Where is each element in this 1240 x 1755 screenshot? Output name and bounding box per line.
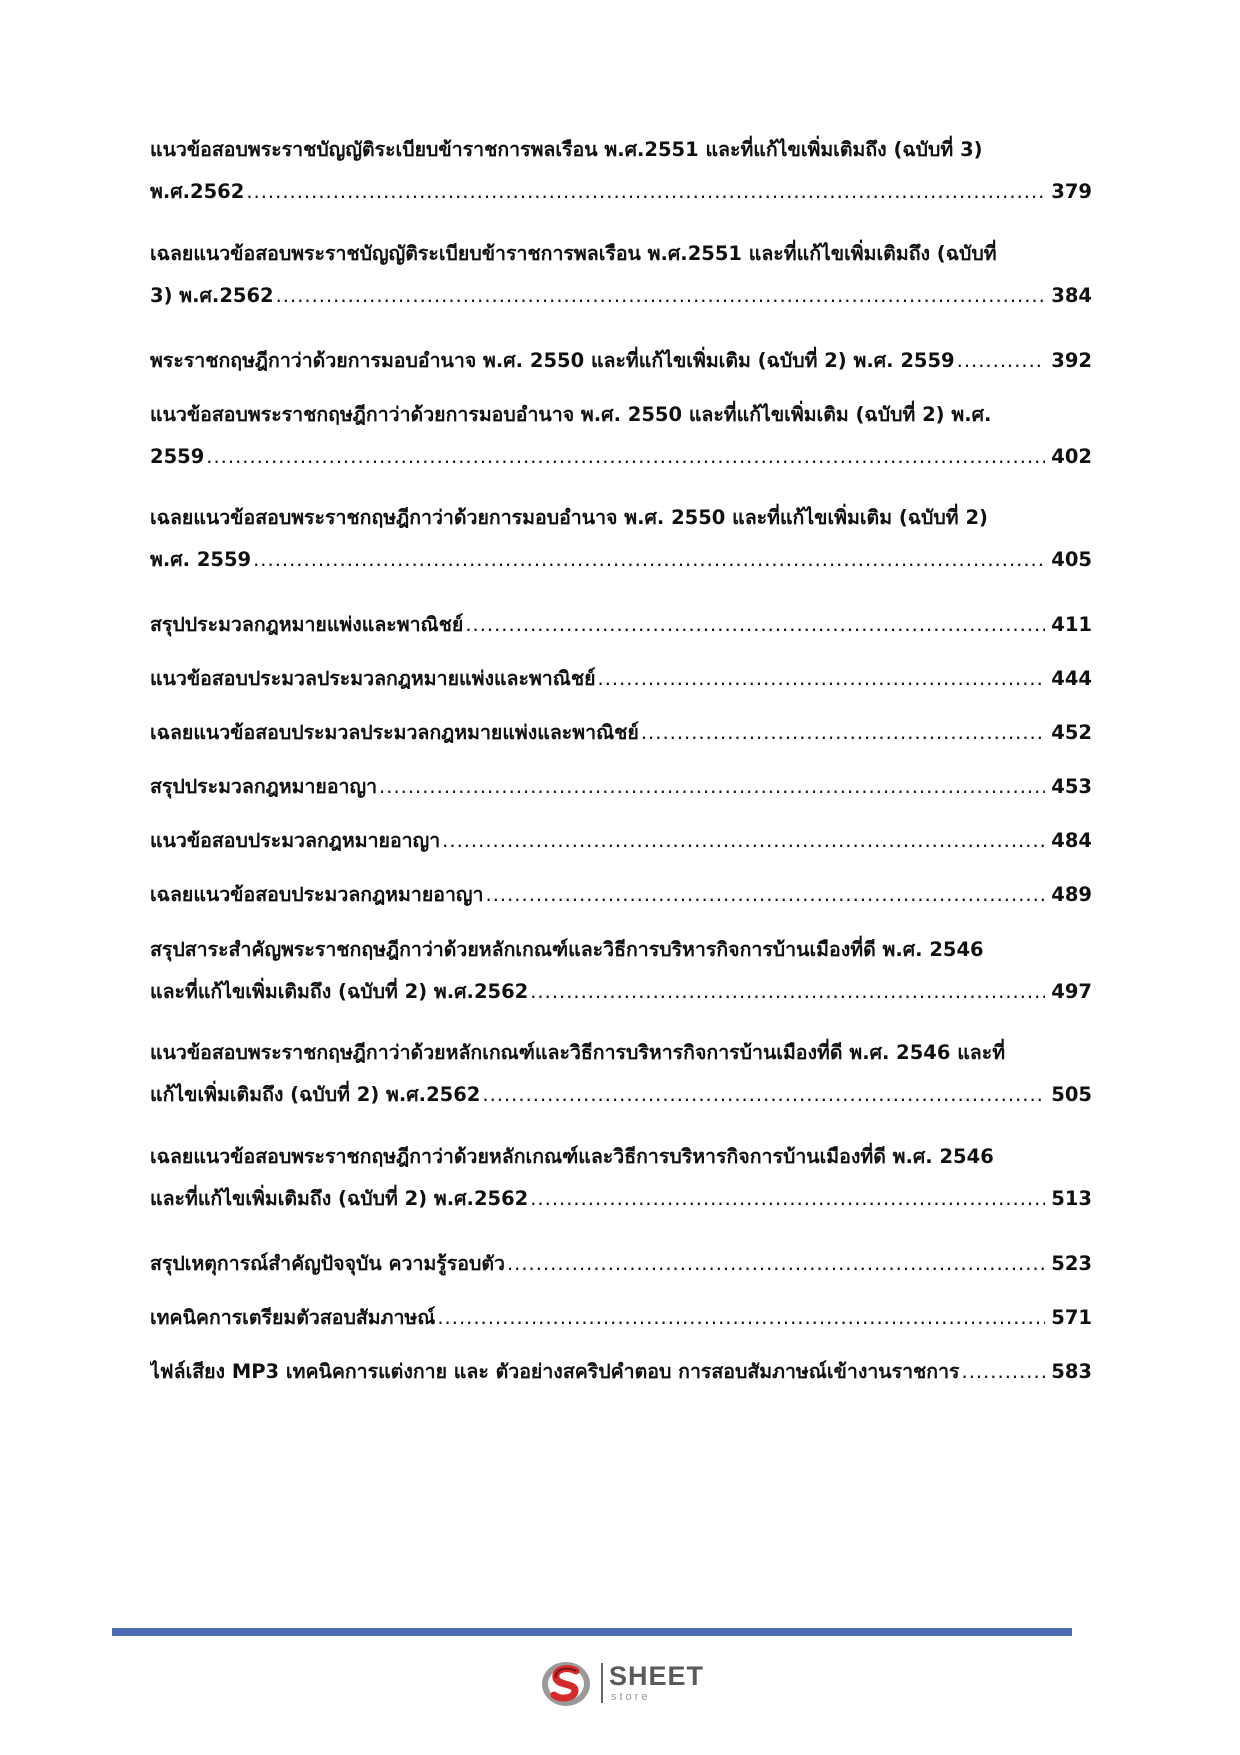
- toc-dot-leader: [486, 880, 1046, 910]
- toc-dot-leader: [437, 1303, 1045, 1333]
- toc-dot-leader: [246, 177, 1045, 207]
- toc-entry-title: เฉลยแนวข้อสอบพระราชกฤษฎีกาว่าด้วยการมอบอำนาจ พ.ศ. 2550 และที่แก้ไขเพิ่มเติม (ฉบับที่ 2): [150, 506, 988, 529]
- toc-page-number: 384: [1051, 284, 1092, 307]
- toc-entry-line: [150, 772, 1092, 802]
- toc-entry-title: เฉลยแนวข้อสอบประมวลประมวลกฎหมายแพ่งและพาณิชย์: [150, 721, 639, 744]
- logo-subtext: store: [611, 1691, 651, 1703]
- toc-page-number: 379: [1051, 180, 1092, 203]
- toc-page-number: 453: [1051, 775, 1092, 798]
- toc-entry-line: [150, 718, 1092, 748]
- toc-entry-title: ไฟล์เสียง MP3 เทคนิคการแต่งกาย และ ตัวอย่างสคริปคำตอบ การสอบสัมภาษณ์เข้างานราชการ: [150, 1360, 960, 1383]
- toc-entry-title: แนวข้อสอบพระราชบัญญัติระเบียบข้าราชการพลเรือน พ.ศ.2551 และที่แก้ไขเพิ่มเติมถึง (ฉบับที่ 3): [150, 138, 983, 161]
- toc-entry-line: [150, 1249, 1092, 1279]
- toc-page-number: 523: [1051, 1252, 1092, 1275]
- toc-entry-title: สรุปประมวลกฎหมายแพ่งและพาณิชย์: [150, 613, 464, 636]
- toc-dot-leader: [465, 610, 1045, 640]
- toc-entry-line: [150, 1184, 1092, 1214]
- sheet-store-s-icon: [540, 1657, 592, 1709]
- toc-entry-title: แนวข้อสอบประมวลประมวลกฎหมายแพ่งและพาณิชย์: [150, 667, 596, 690]
- footer-divider: [112, 1628, 1072, 1636]
- logo-wordmark: SHEET: [609, 1661, 705, 1691]
- toc-page-number: 392: [1051, 349, 1092, 372]
- toc-entry-line: [150, 281, 1092, 311]
- toc-entry-title: พ.ศ. 2559: [150, 548, 252, 571]
- toc-dot-leader: [482, 1080, 1045, 1110]
- toc-entry-line: [150, 1080, 1092, 1110]
- toc-dot-leader: [206, 442, 1045, 472]
- toc-entry-line: [150, 442, 1092, 472]
- toc-dot-leader: [530, 977, 1045, 1007]
- toc-dot-leader: [957, 346, 1046, 376]
- toc-dot-leader: [641, 718, 1045, 748]
- toc-dot-leader: [530, 1184, 1045, 1214]
- toc-entry-line: [150, 610, 1092, 640]
- toc-entry-title: และที่แก้ไขเพิ่มเติมถึง (ฉบับที่ 2) พ.ศ.2562: [150, 1187, 529, 1210]
- toc-entry-line: [150, 346, 1092, 376]
- toc-dot-leader: [507, 1249, 1045, 1279]
- toc-page-number: 402: [1051, 445, 1092, 468]
- toc-page-number: 484: [1051, 829, 1092, 852]
- toc-entry-title: สรุปเหตุการณ์สำคัญปัจจุบัน ความรู้รอบตัว: [150, 1252, 505, 1275]
- sheet-store-logo: [540, 1655, 720, 1711]
- toc-dot-leader: [442, 826, 1045, 856]
- toc-dot-leader: [276, 281, 1046, 311]
- toc-entry-title: เฉลยแนวข้อสอบประมวลกฎหมายอาญา: [150, 883, 484, 906]
- toc-entry-line: [150, 177, 1092, 207]
- toc-page-number: 489: [1051, 883, 1092, 906]
- toc-page-number: 505: [1051, 1083, 1092, 1106]
- toc-page-number: 583: [1051, 1360, 1092, 1383]
- toc-entry-title: 2559: [150, 445, 205, 468]
- toc-page-number: 444: [1051, 667, 1092, 690]
- toc-dot-leader: [253, 545, 1045, 575]
- logo-divider: [601, 1663, 603, 1703]
- toc-entry-line: [150, 880, 1092, 910]
- toc-entry-line: [150, 977, 1092, 1007]
- toc-dot-leader: [962, 1357, 1046, 1387]
- toc-entry-line: [150, 664, 1092, 694]
- toc-entry-title: เฉลยแนวข้อสอบพระราชกฤษฎีกาว่าด้วยหลักเกณฑ์และวิธีการบริหารกิจการบ้านเมืองที่ดี พ.ศ. 2546: [150, 1145, 994, 1168]
- toc-entry-title: 3) พ.ศ.2562: [150, 284, 274, 307]
- toc-dot-leader: [379, 772, 1045, 802]
- toc-entry-line: [150, 1357, 1092, 1387]
- toc-entry-title: เฉลยแนวข้อสอบพระราชบัญญัติระเบียบข้าราชการพลเรือน พ.ศ.2551 และที่แก้ไขเพิ่มเติมถึง (ฉบับที่: [150, 242, 997, 265]
- toc-entry-title: แนวข้อสอบพระราชกฤษฎีกาว่าด้วยหลักเกณฑ์และวิธีการบริหารกิจการบ้านเมืองที่ดี พ.ศ. 2546 และที่: [150, 1041, 1006, 1064]
- toc-entry-line: [150, 1303, 1092, 1333]
- toc-page-number: 513: [1051, 1187, 1092, 1210]
- toc-entry-title: พ.ศ.2562: [150, 180, 245, 203]
- toc-page-number: 405: [1051, 548, 1092, 571]
- toc-dot-leader: [598, 664, 1046, 694]
- toc-entry-title: สรุปประมวลกฎหมายอาญา: [150, 775, 378, 798]
- toc-entry-line: [150, 826, 1092, 856]
- toc-entry-title: แนวข้อสอบพระราชกฤษฎีกาว่าด้วยการมอบอำนาจ พ.ศ. 2550 และที่แก้ไขเพิ่มเติม (ฉบับที่ 2) พ.ศ.: [150, 403, 992, 426]
- toc-page-number: 411: [1051, 613, 1092, 636]
- toc-entry-line: [150, 545, 1092, 575]
- toc-page-number: 497: [1051, 980, 1092, 1003]
- toc-entry-title: พระราชกฤษฎีกาว่าด้วยการมอบอำนาจ พ.ศ. 2550 และที่แก้ไขเพิ่มเติม (ฉบับที่ 2) พ.ศ. 2559: [150, 349, 955, 372]
- toc-entry-title: แนวข้อสอบประมวลกฎหมายอาญา: [150, 829, 441, 852]
- toc-entry-title: แก้ไขเพิ่มเติมถึง (ฉบับที่ 2) พ.ศ.2562: [150, 1083, 481, 1106]
- toc-entry-title: และที่แก้ไขเพิ่มเติมถึง (ฉบับที่ 2) พ.ศ.2562: [150, 980, 529, 1003]
- toc-page-number: 571: [1051, 1306, 1092, 1329]
- toc-entry-title: สรุปสาระสำคัญพระราชกฤษฎีกาว่าด้วยหลักเกณฑ์และวิธีการบริหารกิจการบ้านเมืองที่ดี พ.ศ. 2546: [150, 938, 984, 961]
- toc-page-number: 452: [1051, 721, 1092, 744]
- toc-entry-title: เทคนิคการเตรียมตัวสอบสัมภาษณ์: [150, 1306, 436, 1329]
